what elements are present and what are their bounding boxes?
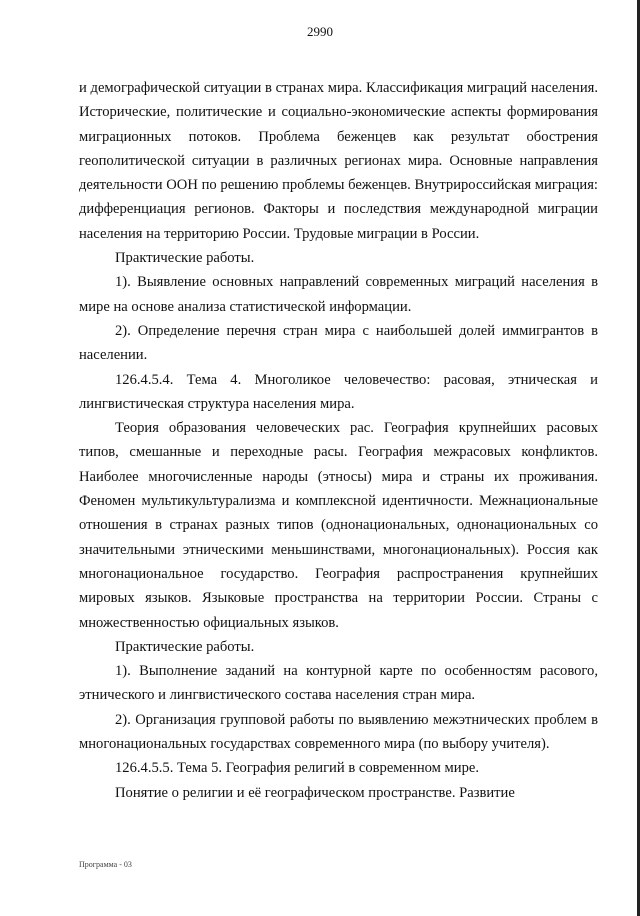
- footer-program-label: Программа - 03: [79, 860, 132, 869]
- section-heading-topic-4: 126.4.5.4. Тема 4. Многоликое человечество: расовая, этническая и лингвистическая структура населения мира.: [79, 371, 598, 412]
- paragraph-religion-start: Понятие о религии и её географическом пространстве. Развитие: [115, 784, 515, 801]
- practical-work-item: 1). Выявление основных направлений современных миграций населения в мире на основе анализа статистической информации.: [79, 274, 598, 315]
- practical-work-item: 2). Определение перечня стран мира с наибольшей долей иммигрантов в населении.: [79, 322, 598, 364]
- practical-work-item: 2). Организация групповой работы по выявлению межэтнических проблем в многонациональных государствах современного мира (по выбору учителя).: [79, 711, 598, 753]
- practical-work-item: 1). Выполнение заданий на контурной карте по особенностям расового, этнического и лингвистического состава населения стран мира.: [79, 663, 598, 704]
- page-number: 2990: [307, 24, 333, 39]
- document-body: [79, 76, 598, 805]
- practical-works-heading: Практические работы.: [115, 250, 255, 267]
- section-heading-topic-5: 126.4.5.5. Тема 5. География религий в современном мире.: [115, 760, 480, 777]
- practical-works-heading: Практические работы.: [115, 638, 255, 655]
- paragraph-race-ethnicity: Теория образования человеческих рас. География крупнейших расовых типов, смешанные и переходные расы. География межрасовых конфликтов. Наиболее многочисленные народы (этносы) мира и страны их проживания. Феномен мультикультурализма и комплексной идентичности. Межнациональные отношения в странах разных типов (однонациональных, однонациональных со значительными этническими меньшинствами, многонациональных). Россия как многонациональное государство. География распространения крупнейших мировых языков. Языковые пространства на территории России. Страны с множественностью официальных языков.: [79, 420, 598, 631]
- paragraph-migration-topics: и демографической ситуации в странах мира. Классификация миграций населения. Исторические, политические и социально-экономические аспекты формирования миграционных потоков. Проблема беженцев как результат обострения геополитической ситуации в различных регионах мира. Основные направления деятельности ООН по решению проблемы беженцев. Внутрироссийская миграция: дифференциация регионов. Факторы и последствия международной миграции населения на территорию России. Трудовые миграции в России.: [79, 80, 598, 242]
